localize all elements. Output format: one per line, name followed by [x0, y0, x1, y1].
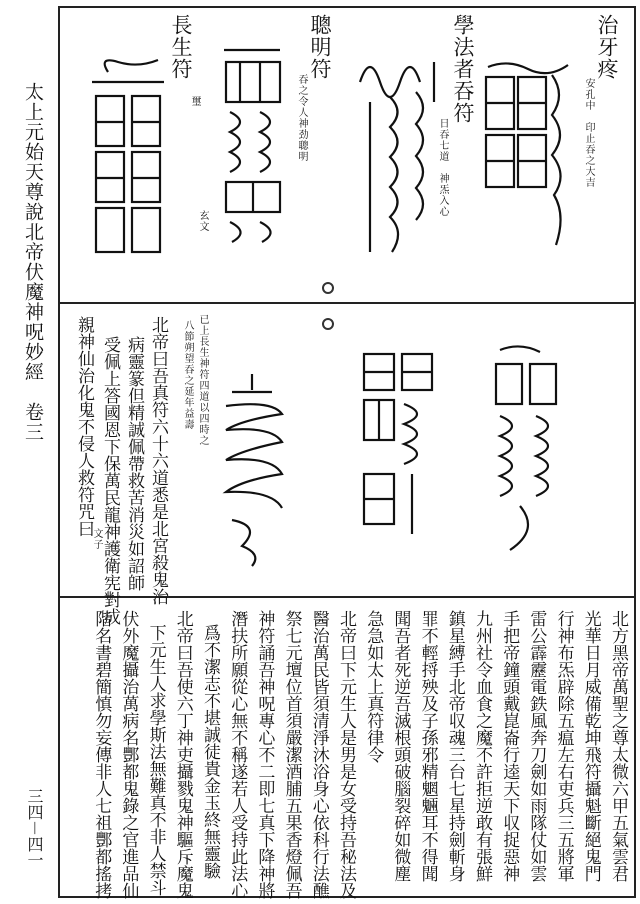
seal-dot-lower [322, 318, 334, 330]
mid-col-4: 親神仙治化鬼不侵人救符咒曰 [74, 316, 94, 537]
lower-col-3: 行神布炁辟除五瘟左右吏兵三五將軍 [553, 610, 574, 882]
lower-col-2: 光華日月威備乾坤飛符攝魁斷絕鬼門 [580, 610, 601, 882]
charm-note-wisdom: 吞之令人神劲聰明 [296, 74, 307, 162]
charm-title-wisdom: 聰明符 [308, 14, 332, 80]
divider-upper [58, 302, 636, 304]
charm-title-tooth: 治牙疼 [595, 14, 619, 80]
talisman-mid-1 [480, 340, 580, 560]
mid-col-3: 受佩上答國恩下保萬民龍神護衛宪對成 [100, 336, 120, 625]
lower-col-5: 手把帝鐘頭戴崑崙行逵天下収捉惡神 [499, 610, 520, 882]
lower-col-14: 神符誦吾神呪專心不二即七真下降神將 [254, 610, 275, 899]
charm-note-tooth: 安孔中 印止吞之大吉 [583, 78, 594, 188]
talisman-mid-2 [352, 344, 452, 554]
talisman-tooth [478, 55, 578, 255]
lower-col-1: 北方黑帝萬聖之尊太微六甲五氣雲君 [608, 610, 628, 882]
lower-col-11: 北帝曰下元生人是男是女受持吾秘法及 [336, 610, 356, 899]
lower-col-19: 伏外魔攝治萬病名酆都鬼錄之官進品仙 [118, 610, 139, 899]
charm-title-longevity: 長生符 [169, 14, 193, 80]
lower-col-7: 鎮星縛手北帝収魂三台七星持劍斬身 [444, 610, 465, 882]
charm-note-seal: 璽 [189, 96, 200, 107]
talisman-learn [350, 42, 450, 272]
lower-col-9: 聞吾者死逆吾滅根頭破腦裂碎如微塵 [390, 610, 411, 882]
mid-note-b: 八節朔望吞之延年益壽 [182, 320, 193, 430]
mid-note-a: 已上長生神符四道以四時之 [197, 314, 208, 446]
lower-col-16: 爲不潔志不堪誠徒貴金玉終無靈驗 [200, 624, 220, 879]
lower-col-18: 下元生人求學斯法無難真不非人禁斗 [145, 624, 166, 896]
charm-note-learn: 日吞七道 神炁入心 [437, 118, 448, 217]
lower-col-4: 雷公霹靂電鉄風奔刀劍如雨隊仗如雲 [526, 610, 547, 882]
seal-dot-upper [322, 282, 334, 294]
lower-col-10: 急急如太上真符律令 [363, 610, 384, 763]
lower-col-8: 罪不輕捋殃及子孫邪精魍魎耳不得聞 [417, 610, 438, 882]
charm-note-xuanwen: 玄文 [197, 210, 208, 232]
talisman-wisdom [220, 42, 290, 252]
page-number: 三四－四一 [25, 788, 44, 869]
mid-col-2: 病靈篆但精誠佩帶救苦消災如詔師 [124, 336, 144, 591]
lower-col-17: 北帝曰吾使六丁神吏攝戮鬼神驅斥魔鬼 [172, 610, 193, 899]
divider-lower [58, 596, 636, 598]
mid-note-c: 文子 [91, 528, 102, 550]
mid-col-1: 北帝曰吾真符六十六道悉是北宮殺鬼治 [148, 316, 168, 605]
talisman-longevity [78, 52, 178, 262]
charm-title-learn: 學法者吞符 [451, 14, 475, 124]
lower-col-6: 九州社令血食之魔不許拒逆敢有張鮮 [472, 610, 492, 882]
lower-col-20: 階名書碧簡慎勿妄傳非人七祖酆都搖拷 [91, 610, 112, 899]
lower-col-15: 潛扶所願從心無不稱遂若人受持此法心 [227, 610, 248, 899]
margin-title: 太上元始天尊說北帝伏魔神呪妙經 卷三 [22, 82, 44, 442]
talisman-mid-3 [212, 370, 302, 570]
lower-col-13: 祭七元壇位首須嚴潔酒脯五果香燈佩吾 [281, 610, 302, 899]
lower-col-12: 醫治萬民皆須清淨沐浴身心依科行法醮 [308, 610, 329, 899]
